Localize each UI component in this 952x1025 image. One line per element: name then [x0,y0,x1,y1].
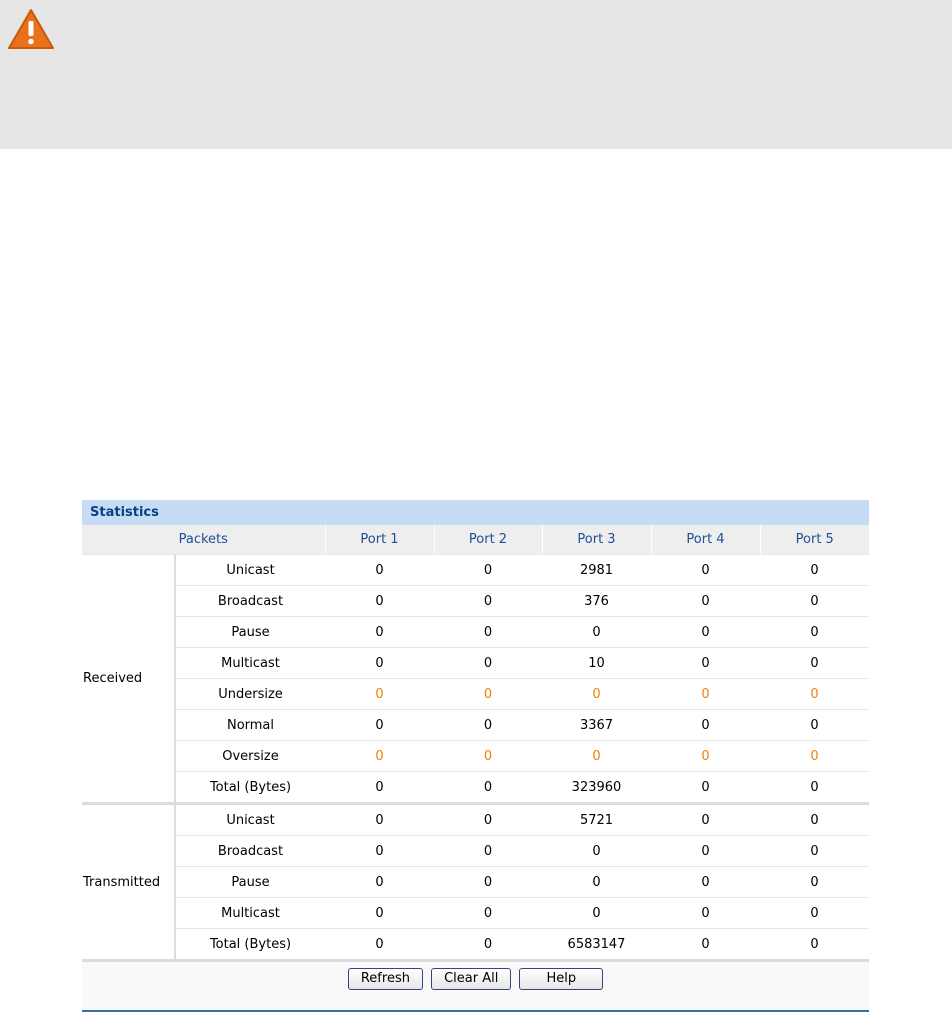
port-2-value: 0 [434,929,542,961]
table-row [82,555,869,586]
row-group-transmitted: Transmitted [82,804,175,961]
warning-banner [0,0,952,149]
row-label: Total (Bytes) [175,772,325,804]
table-row [82,772,869,804]
row-label: Undersize [175,679,325,710]
refresh-button[interactable]: Refresh [348,968,423,990]
port-5-value: 0 [760,617,869,648]
port-1-value: 0 [325,741,434,772]
port-5-value: 0 [760,867,869,898]
port-4-value: 0 [651,804,760,836]
port-4-value: 0 [651,710,760,741]
column-header-port-5: Port 5 [760,525,869,555]
port-3-value: 323960 [542,772,651,804]
table-row [82,867,869,898]
row-label: Multicast [175,648,325,679]
port-1-value: 0 [325,929,434,961]
port-3-value: 10 [542,648,651,679]
port-3-value: 6583147 [542,929,651,961]
port-2-value: 0 [434,617,542,648]
port-4-value: 0 [651,679,760,710]
port-3-value: 0 [542,617,651,648]
port-5-value: 0 [760,710,869,741]
help-button[interactable]: Help [519,968,603,990]
port-1-value: 0 [325,804,434,836]
column-header-port-3: Port 3 [542,525,651,555]
port-3-value: 2981 [542,555,651,586]
table-row [82,617,869,648]
port-4-value: 0 [651,648,760,679]
port-4-value: 0 [651,929,760,961]
port-2-value: 0 [434,586,542,617]
port-4-value: 0 [651,898,760,929]
table-row [82,679,869,710]
warning-icon [7,8,55,50]
port-5-value: 0 [760,772,869,804]
port-1-value: 0 [325,586,434,617]
port-2-value: 0 [434,804,542,836]
table-row [82,836,869,867]
port-5-value: 0 [760,679,869,710]
port-5-value: 0 [760,741,869,772]
port-4-value: 0 [651,555,760,586]
port-5-value: 0 [760,836,869,867]
row-label: Multicast [175,898,325,929]
port-2-value: 0 [434,836,542,867]
row-label: Broadcast [175,586,325,617]
table-row [82,586,869,617]
row-label: Pause [175,617,325,648]
port-3-value: 0 [542,741,651,772]
table-row [82,929,869,961]
port-5-value: 0 [760,586,869,617]
port-5-value: 0 [760,929,869,961]
port-1-value: 0 [325,772,434,804]
port-4-value: 0 [651,586,760,617]
column-header-packets: Packets [82,525,325,555]
port-2-value: 0 [434,867,542,898]
port-3-value: 3367 [542,710,651,741]
clear-all-button[interactable]: Clear All [431,968,511,990]
table-row [82,710,869,741]
port-1-value: 0 [325,836,434,867]
port-4-value: 0 [651,741,760,772]
row-label: Pause [175,867,325,898]
row-label: Unicast [175,555,325,586]
column-header-port-2: Port 2 [434,525,542,555]
port-3-value: 376 [542,586,651,617]
port-1-value: 0 [325,555,434,586]
port-5-value: 0 [760,898,869,929]
port-1-value: 0 [325,710,434,741]
table-row [82,804,869,836]
table-row [82,648,869,679]
table-row [82,741,869,772]
row-label: Unicast [175,804,325,836]
port-1-value: 0 [325,617,434,648]
panel-title: Statistics [82,500,869,525]
row-label: Total (Bytes) [175,929,325,961]
port-1-value: 0 [325,679,434,710]
port-2-value: 0 [434,772,542,804]
port-3-value: 5721 [542,804,651,836]
table-row [82,898,869,929]
table-header-row [82,525,869,555]
port-2-value: 0 [434,898,542,929]
port-4-value: 0 [651,772,760,804]
port-5-value: 0 [760,648,869,679]
port-5-value: 0 [760,555,869,586]
statistics-panel [82,500,869,1012]
port-2-value: 0 [434,679,542,710]
statistics-table [82,525,869,962]
port-5-value: 0 [760,804,869,836]
port-1-value: 0 [325,898,434,929]
port-3-value: 0 [542,898,651,929]
column-header-port-1: Port 1 [325,525,434,555]
port-4-value: 0 [651,867,760,898]
port-2-value: 0 [434,710,542,741]
port-4-value: 0 [651,836,760,867]
button-bar [82,962,869,1012]
port-2-value: 0 [434,555,542,586]
port-2-value: 0 [434,741,542,772]
port-1-value: 0 [325,648,434,679]
port-1-value: 0 [325,867,434,898]
row-label: Normal [175,710,325,741]
row-label: Oversize [175,741,325,772]
port-3-value: 0 [542,679,651,710]
port-4-value: 0 [651,617,760,648]
port-3-value: 0 [542,836,651,867]
port-3-value: 0 [542,867,651,898]
port-2-value: 0 [434,648,542,679]
column-header-port-4: Port 4 [651,525,760,555]
row-label: Broadcast [175,836,325,867]
row-group-received: Received [82,555,175,804]
